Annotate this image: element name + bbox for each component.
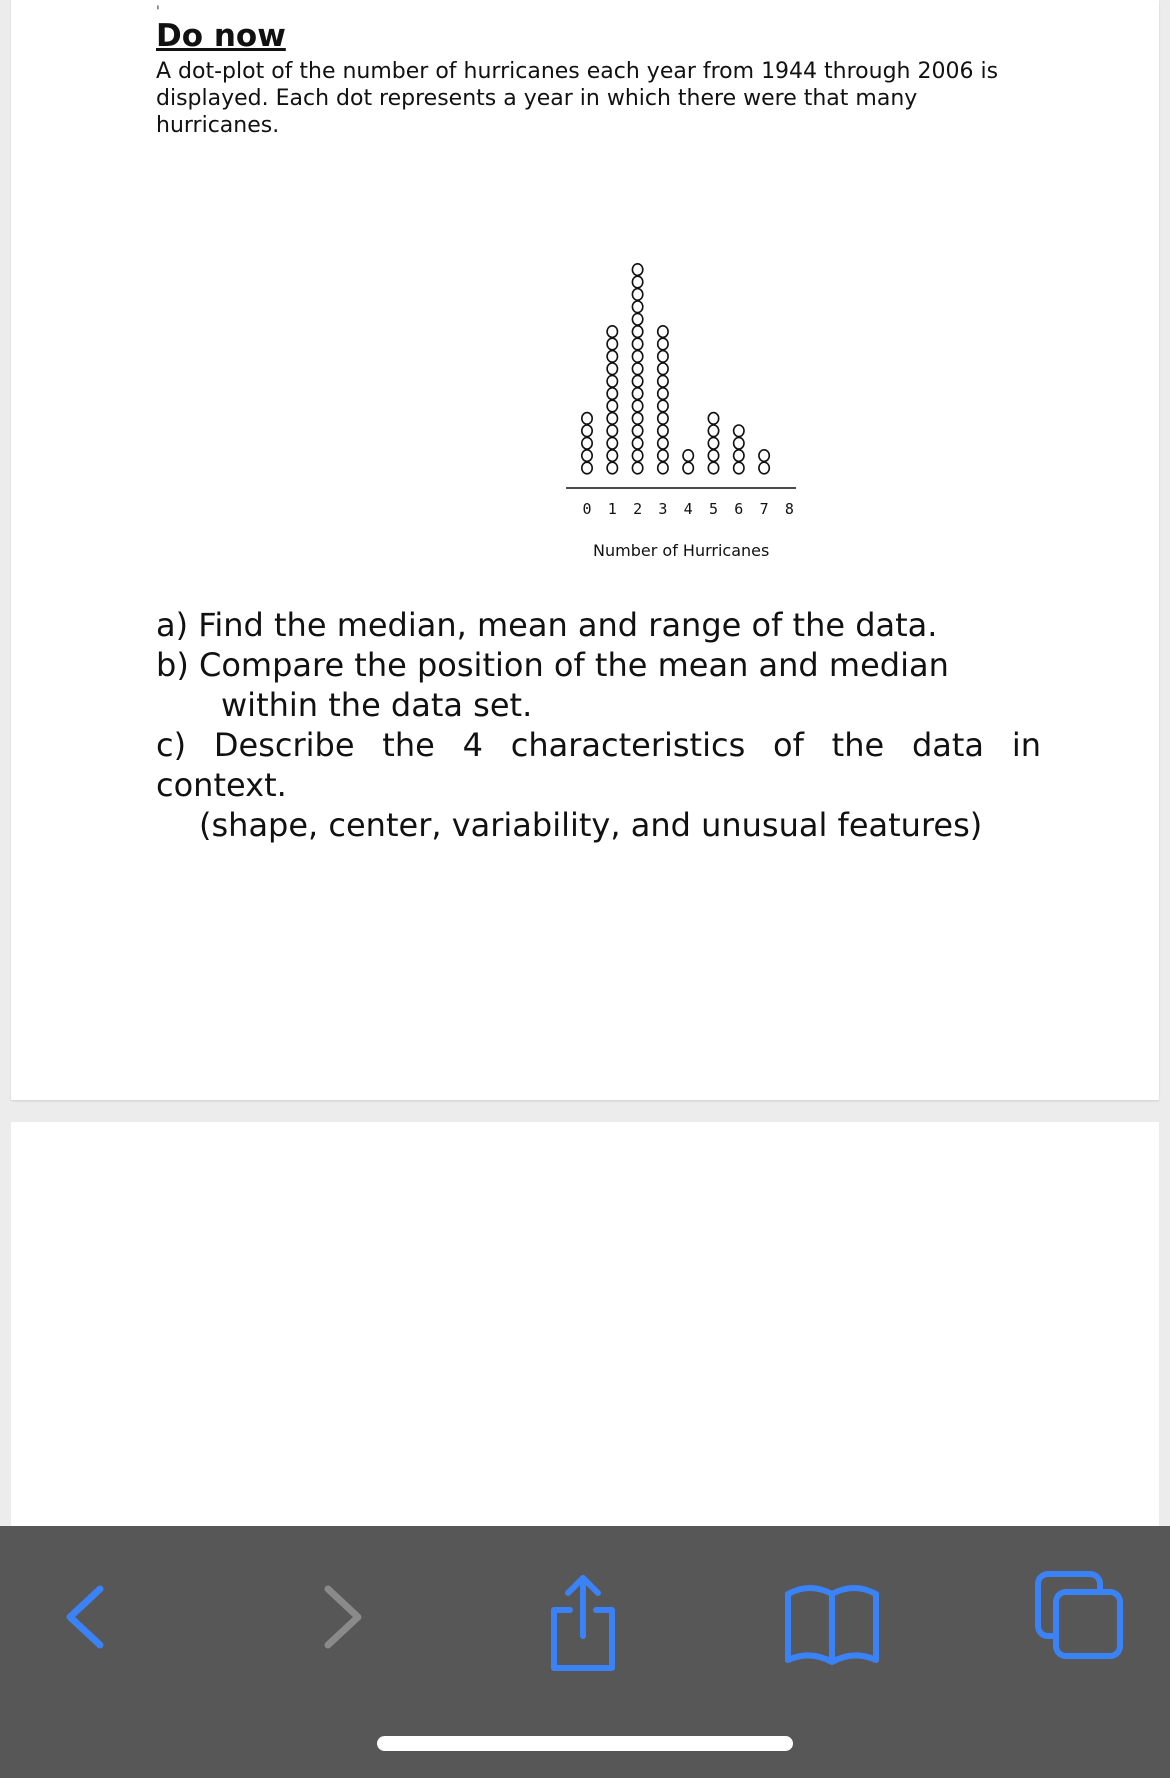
dot: [632, 413, 642, 425]
dot: [708, 437, 718, 449]
dot: [658, 413, 668, 425]
chevron-left-icon: [70, 1589, 100, 1645]
tick-label: 5: [708, 500, 719, 518]
tabs-icon: [1038, 1574, 1120, 1656]
dot: [658, 363, 668, 375]
dot: [658, 437, 668, 449]
dot: [632, 338, 642, 350]
tick-label: 8: [784, 500, 794, 518]
dot: [582, 450, 592, 462]
dot: [607, 425, 617, 437]
tick-label: 2: [633, 500, 643, 518]
document-page-1: [11, 0, 1159, 1100]
dot: [759, 462, 769, 474]
dot: [632, 375, 642, 387]
dot: [759, 450, 769, 462]
dot: [658, 338, 668, 350]
dot: [582, 413, 592, 425]
questions: [156, 605, 1041, 845]
home-indicator: [377, 1736, 793, 1751]
forward-button[interactable]: [310, 1569, 370, 1659]
x-axis-label: Number of Hurricanes: [593, 541, 770, 560]
question-b: b) Compare the position of the mean and median: [156, 646, 949, 684]
tick-label: 4: [683, 500, 693, 518]
stray-mark: ': [156, 4, 160, 20]
dot: [632, 437, 642, 449]
tick-label: 7: [759, 500, 769, 518]
dot: [607, 462, 617, 474]
dot: [632, 301, 642, 313]
dot: [734, 437, 744, 449]
page-title: Do now: [156, 18, 286, 54]
chevron-right-icon: [328, 1589, 358, 1645]
dot: [708, 413, 718, 425]
dot: [632, 313, 642, 325]
back-button[interactable]: [58, 1569, 118, 1659]
dot: [734, 462, 744, 474]
dot: [607, 437, 617, 449]
dot: [658, 351, 668, 363]
question-c: c) Describe the 4 characteristics of the data in: [156, 726, 1041, 764]
dot: [708, 450, 718, 462]
tabs-button[interactable]: [1032, 1566, 1132, 1676]
dot: [734, 425, 744, 437]
tick-label: 1: [607, 500, 617, 518]
dot: [582, 425, 592, 437]
dot: [658, 462, 668, 474]
dot: [708, 425, 718, 437]
dot: [683, 462, 693, 474]
document-page-2: [11, 1122, 1159, 1526]
dot: [658, 375, 668, 387]
dot: [582, 437, 592, 449]
dot: [632, 400, 642, 412]
dot: [632, 351, 642, 363]
dot: [658, 326, 668, 338]
share-button[interactable]: [538, 1566, 628, 1676]
dot: [632, 289, 642, 301]
dot: [632, 276, 642, 288]
intro-text: A dot-plot of the number of hurricanes each year from 1944 through 2006 is displayed. Each dot represents a year in which there were that many hurricanes.: [156, 59, 999, 138]
dot: [658, 400, 668, 412]
dot: [632, 425, 642, 437]
dot: [607, 413, 617, 425]
tick-label: 0: [582, 500, 592, 518]
dot: [607, 326, 617, 338]
dot: [708, 462, 718, 474]
bookmarks-button[interactable]: [782, 1574, 882, 1674]
tick-label: 3: [658, 500, 668, 518]
tick-label: 6: [734, 500, 744, 518]
dot: [658, 388, 668, 400]
dot: [632, 326, 642, 338]
share-icon: [554, 1578, 612, 1668]
dot: [683, 450, 693, 462]
question-a: a) Find the median, mean and range of the data.: [156, 606, 938, 644]
dot: [607, 400, 617, 412]
dot: [607, 338, 617, 350]
dot: [632, 363, 642, 375]
book-icon: [788, 1588, 876, 1662]
question-b-continued: within the data set.: [221, 686, 533, 724]
dot: [632, 388, 642, 400]
dot: [632, 462, 642, 474]
dot: [658, 425, 668, 437]
browser-toolbar: [0, 1526, 1170, 1778]
question-c-continued: context.: [156, 766, 287, 804]
dot: [607, 375, 617, 387]
dot: [607, 388, 617, 400]
dot: [582, 462, 592, 474]
hurricane-dot-plot: [551, 158, 821, 568]
dot: [658, 450, 668, 462]
dot: [632, 264, 642, 276]
question-c-hint: (shape, center, variability, and unusual features): [199, 806, 983, 844]
dot: [734, 450, 744, 462]
dot: [607, 450, 617, 462]
dot: [632, 450, 642, 462]
dot: [607, 351, 617, 363]
dot: [607, 363, 617, 375]
